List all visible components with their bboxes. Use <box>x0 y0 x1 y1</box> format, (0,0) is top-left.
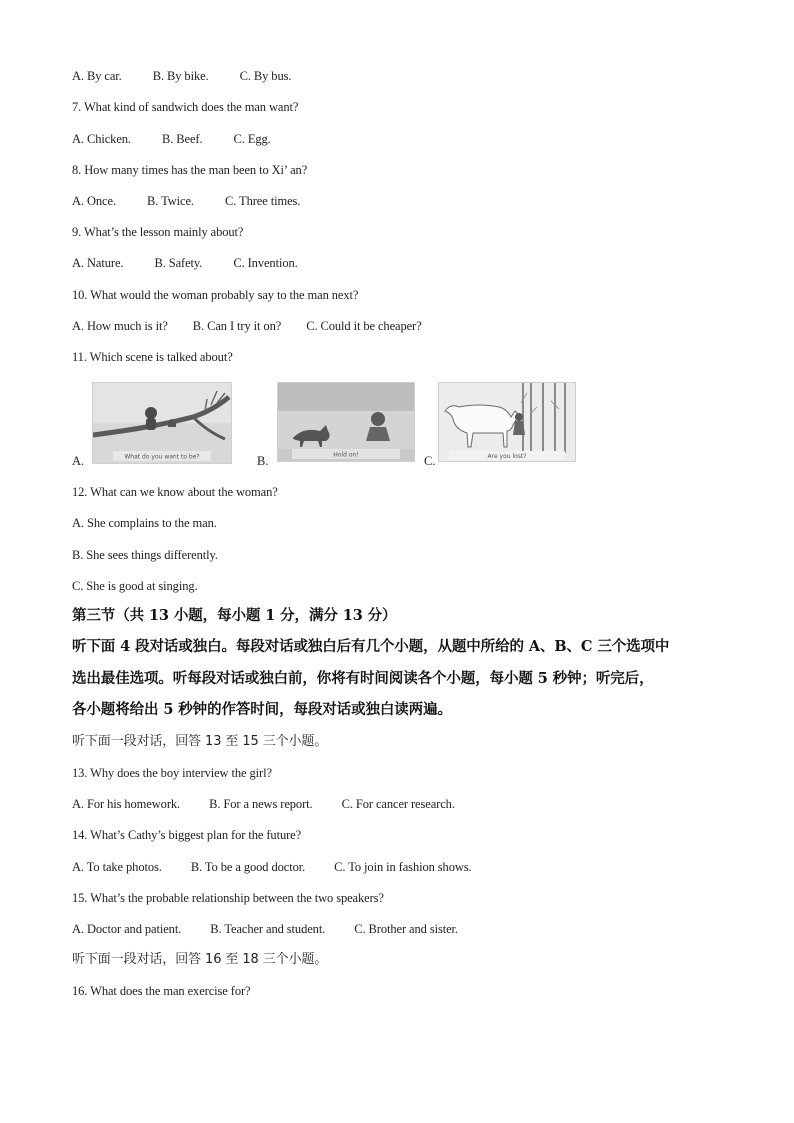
q15-option-c: C. Brother and sister. <box>354 922 458 936</box>
q8-options <box>72 193 300 209</box>
q14-options <box>72 859 472 875</box>
q8-option-a: A. Once. <box>72 194 116 208</box>
q12-question: 12. What can we know about the woman? <box>72 485 278 499</box>
q9-option-a: A. Nature. <box>72 256 124 270</box>
q11-picture-b <box>277 382 415 462</box>
q15-question: 15. What’s the probable relationship between the two speakers? <box>72 891 384 905</box>
q13-question: 13. Why does the boy interview the girl? <box>72 766 272 780</box>
q15-option-a: A. Doctor and patient. <box>72 922 182 936</box>
section3-title: 第三节（共 13 小题，每小题 1 分，满分 13 分） <box>72 607 397 624</box>
q11-picture-a-caption: What do you want to be? <box>124 453 200 461</box>
q9-option-b: B. Safety. <box>154 256 203 270</box>
q10-option-c: C. Could it be cheaper? <box>306 319 422 333</box>
q15-option-b: B. Teacher and student. <box>210 922 326 936</box>
q13-option-b: B. For a news report. <box>209 797 313 811</box>
q13-option-c: C. For cancer research. <box>341 797 455 811</box>
q10-option-b: B. Can I try it on? <box>192 319 282 333</box>
q6-option-c: C. By bus. <box>239 69 292 83</box>
fox-and-boy-illustration <box>278 383 414 461</box>
q10-option-a: A. How much is it? <box>72 319 168 333</box>
section3-instructions-line1: 听下面 4 段对话或独白。每段对话或独白后有几个小题，从题中所给的 A、B、C 三个选项中 <box>72 638 670 655</box>
q13-options <box>72 796 455 812</box>
q7-option-c: C. Egg. <box>233 132 271 146</box>
q14-question: 14. What’s Cathy’s biggest plan for the future? <box>72 828 302 842</box>
dialogue2-intro: 听下面一段对话，回答 16 至 18 三个小题。 <box>72 952 328 967</box>
dialogue1-intro: 听下面一段对话，回答 13 至 15 三个小题。 <box>72 734 328 749</box>
q6-option-b: B. By bike. <box>152 69 209 83</box>
q14-option-b: B. To be a good doctor. <box>190 860 306 874</box>
horse-and-boy-illustration <box>439 383 575 461</box>
section3-instructions-line2: 选出最佳选项。听每段对话或独白前，你将有时间阅读各个小题，每小题 5 秒钟；听完后， <box>72 670 654 687</box>
q11-image-options <box>72 382 592 470</box>
q7-question: 7. What kind of sandwich does the man want? <box>72 100 299 114</box>
q9-options <box>72 255 298 271</box>
q10-question: 10. What would the woman probably say to the man next? <box>72 288 359 302</box>
q6-options <box>72 68 291 84</box>
q7-option-a: A. Chicken. <box>72 132 131 146</box>
section3-instructions-line3: 各小题将给出 5 秒钟的作答时间，每段对话或独白读两遍。 <box>72 701 452 718</box>
q7-options <box>72 131 271 147</box>
q8-option-b: B. Twice. <box>147 194 194 208</box>
q15-options <box>72 921 458 937</box>
q12-option-b: B. She sees things differently. <box>72 548 218 562</box>
q13-option-a: A. For his homework. <box>72 797 181 811</box>
q14-option-c: C. To join in fashion shows. <box>334 860 472 874</box>
q9-option-c: C. Invention. <box>233 256 298 270</box>
q11-picture-b-caption: Hold on! <box>333 451 359 459</box>
q14-option-a: A. To take photos. <box>72 860 162 874</box>
q8-option-c: C. Three times. <box>225 194 301 208</box>
q9-question: 9. What’s the lesson mainly about? <box>72 225 244 239</box>
q11-option-c-label: C. <box>424 454 436 468</box>
q6-option-a: A. By car. <box>72 69 122 83</box>
q10-options <box>72 318 422 334</box>
q7-option-b: B. Beef. <box>162 132 203 146</box>
q12-option-c: C. She is good at singing. <box>72 579 198 593</box>
q12-option-a: A. She complains to the man. <box>72 516 217 530</box>
q11-question: 11. Which scene is talked about? <box>72 350 233 364</box>
q11-option-a-label: A. <box>72 454 85 468</box>
q11-picture-a <box>92 382 232 464</box>
q8-question: 8. How many times has the man been to Xi’ an? <box>72 163 308 177</box>
q11-picture-c-caption: Are you lost? <box>487 453 527 460</box>
q16-question: 16. What does the man exercise for? <box>72 984 251 998</box>
boy-on-branch-illustration <box>93 383 231 463</box>
q11-picture-c <box>438 382 576 462</box>
q11-option-b-label: B. <box>257 454 269 468</box>
